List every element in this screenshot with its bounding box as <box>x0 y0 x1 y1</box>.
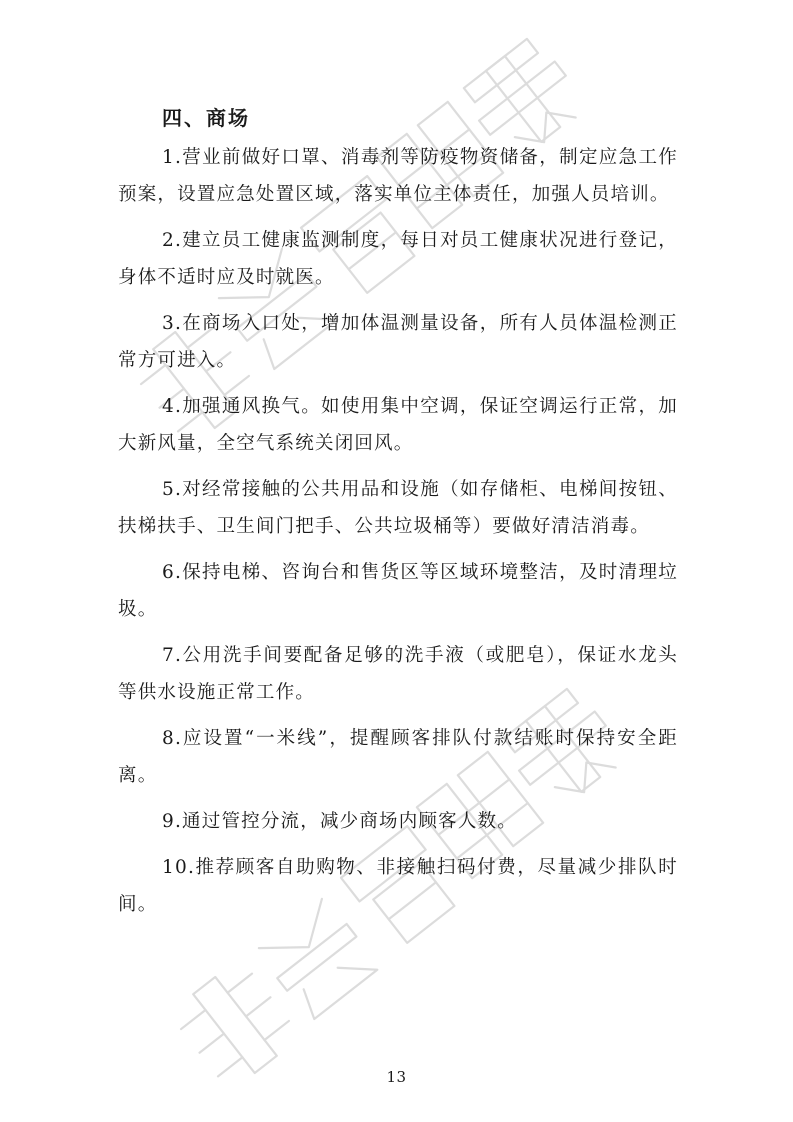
paragraph-1: 1.营业前做好口罩、消毒剂等防疫物资储备，制定应急工作预案，设置应急处置区域，落实单位主体责任，加强人员培训。 <box>118 147 678 205</box>
paragraph-4: 4.加强通风换气。如使用集中空调，保证空调运行正常，加大新风量，全空气系统关闭回风。 <box>118 396 678 454</box>
paragraph-7: 7.公用洗手间要配备足够的洗手液（或肥皂），保证水龙头等供水设施正常工作。 <box>118 645 678 703</box>
paragraph-2: 2.建立员工健康监测制度，每日对员工健康状况进行登记，身体不适时应及时就医。 <box>118 230 678 288</box>
paragraph-9: 9.通过管控分流，减少商场内顾客人数。 <box>162 811 517 832</box>
paragraph-8: 8.应设置“一米线”，提醒顾客排队付款结账时保持安全距离。 <box>118 728 678 786</box>
paragraph-5: 5.对经常接触的公共用品和设施（如存储柜、电梯间按钮、扶梯扶手、卫生间门把手、公共垃圾桶等）要做好清洁消毒。 <box>118 479 678 537</box>
paragraph-6: 6.保持电梯、咨询台和售货区等区域环境整洁，及时清理垃圾。 <box>118 562 678 620</box>
paragraph-3: 3.在商场入口处，增加体温测量设备，所有人员体温检测正常方可进入。 <box>118 313 678 371</box>
page-number: 13 <box>386 1068 407 1086</box>
document-body <box>118 100 678 923</box>
section-heading: 四、商场 <box>162 106 250 130</box>
paragraph-10: 10.推荐顾客自助购物、非接触扫码付费，尽量减少排队时间。 <box>118 857 678 915</box>
